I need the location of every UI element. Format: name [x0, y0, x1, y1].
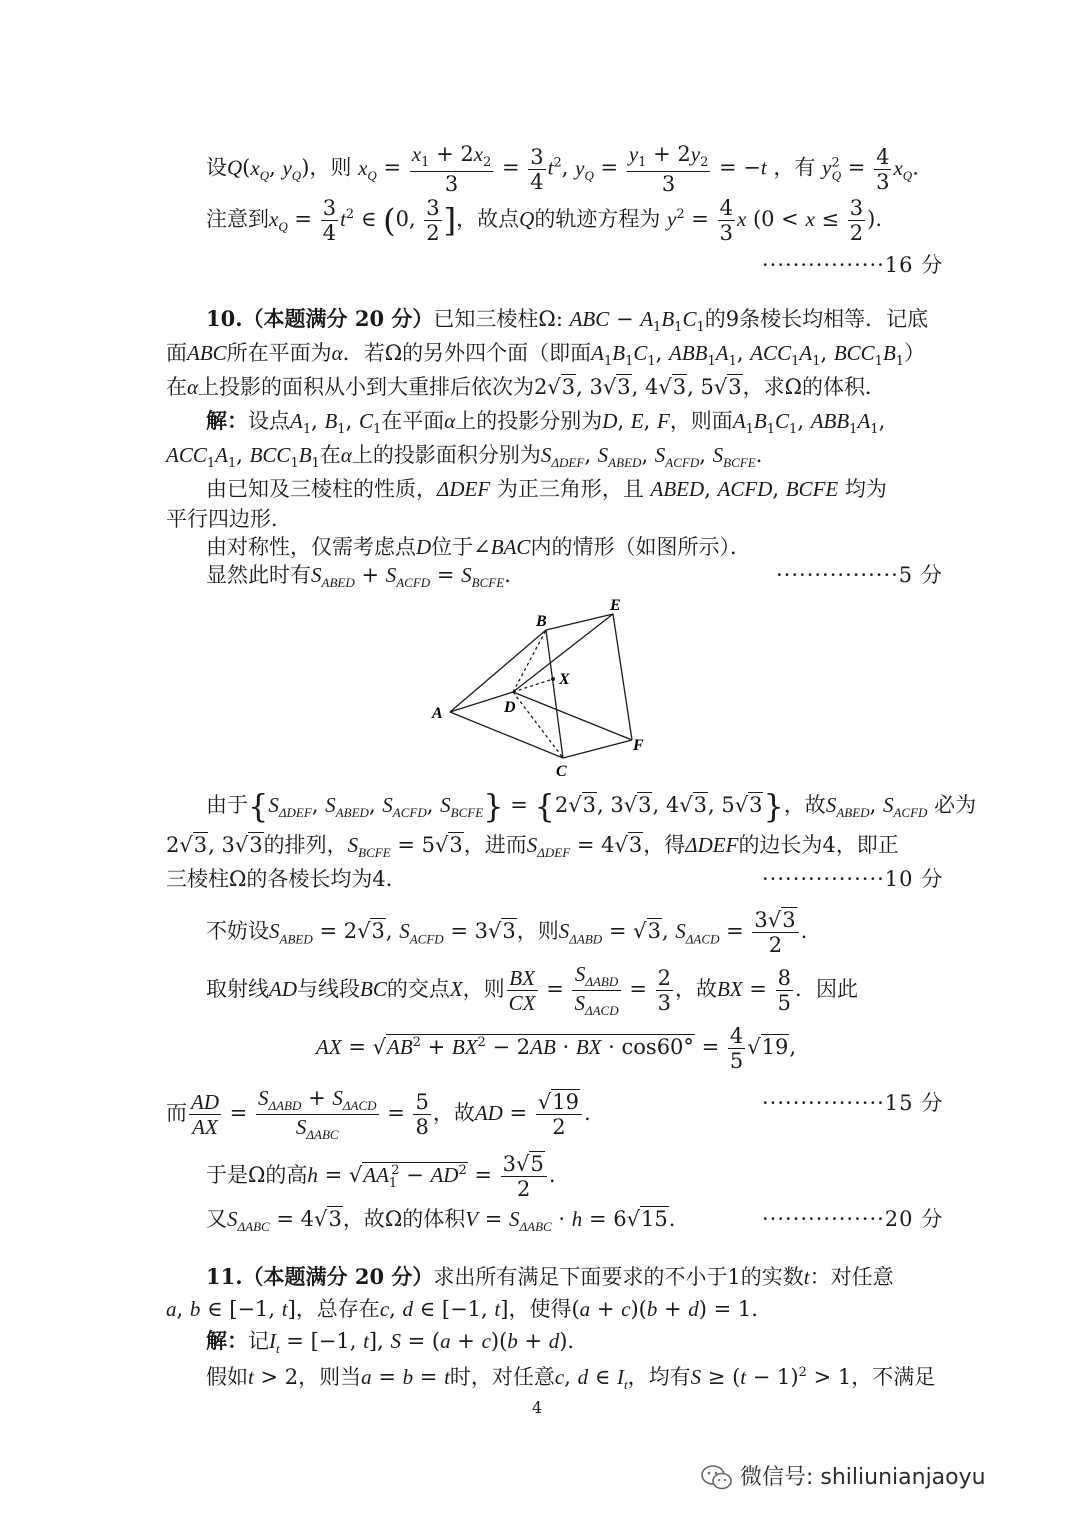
score-16: ················16 分: [762, 253, 944, 277]
problem-11-line1: 11.（本题满分 20 分）求出所有满足下面要求的不小于1的实数t：对任意: [206, 1264, 894, 1289]
label-x: X: [559, 671, 570, 688]
eq-q-coordinates: 设$Q(x_Q$, $y_Q$)，则 $x_Q$ = $\frac{x_1 + 2x_2}{3}$ = $\frac{3}{4}$ $t^2$, $y_Q$ = $\frac{y_1 + 2y_2}{3}$ = −t ，有 $y^2_Q$ = $\frac{4}{3}$ $x_Q$.: [206, 142, 919, 197]
solution-line13: 而 $\frac{AD}{AX}$ = $\frac{S_{\Delta ABD} + S_{\Delta ACD}}{S_{\Delta ABC}}$ = $\frac{5}{8}$ ，故AD = $\frac{√19}{2}$ .: [166, 1086, 591, 1143]
problem-11-solution-line2: 假如t > 2，则当a = b = t时，对任意c, d ∈ $I_t$，均有$S \ge (t - 1)^2 > 1$，不满足: [206, 1365, 936, 1393]
eq-q-locus: 注意到$x_Q$ = $\frac{3}{4}$ $t^2$ ∈ (0, $\frac{3}{2}$ ]，故点Q的轨迹方程为 $y^2$ = $\frac{4}{3}$ x (0 < x ≤ $\frac{3}{2}$ ).: [206, 196, 882, 246]
problem-10-line1: 10.（本题满分 20 分）已知三棱柱Ω: ABC − $A_1B_1C_1$的9条棱长均相等．记底: [206, 306, 929, 336]
edge-db-dashed: [513, 630, 546, 692]
edge-bc: [546, 630, 563, 758]
solution-line15: 又$S_{\Delta ABC} = 4√3$，故Ω的体积$V = S_{\Delta ABC} \cdot h = 6√15$.: [206, 1207, 676, 1235]
solution-line7: 由于{$S_{\Delta DEF}$, $S_{ABED}$, $S_{ACFD}$, $S_{BCFE}\} = \{2√3$, 3√3, 4√3, 5√3}，故$S_{ABED}$, $S_{ACFD}$ 必为: [206, 787, 977, 826]
solution-line11: 取射线AD与线段BC的交点X，则 $\frac{BX}{CX}$ = $\frac{S_{\Delta ABD}}{S_{\Delta ACD}}$ = $\frac{2}{3}$ ，故BX = $\frac{8}{5}$ ．因此: [206, 962, 858, 1019]
wechat-watermark: [700, 1460, 986, 1492]
solution-line5: 由对称性，仅需考虑点D位于∠BAC内的情形（如图所示）．: [206, 535, 751, 559]
watermark-text: 微信号: shiliunianjaoyu: [740, 1465, 986, 1490]
solution-line3: 由已知及三棱柱的性质，ΔDEF 为正三角形，且 ABED, ACFD, BCFE 均为: [206, 477, 887, 501]
problem-10-line3: 在α上投影的面积从小到大重排后依次为2√3, 3√3, 4√3, 5√3，求Ω的体积．: [166, 375, 887, 399]
problem-11-solution-line1: 解：记$I_t = [-1$, t], S = (a + c)(b + d).: [206, 1328, 575, 1357]
label-b: B: [536, 613, 547, 630]
eq-ax: AX = $√AB^2 + BX^2 - 2AB$ · BX · cos60° = $\frac{4}{5}$ √19,: [316, 1024, 797, 1074]
label-f: F: [633, 737, 644, 754]
label-a: A: [432, 705, 443, 722]
prism-projection-figure: [420, 592, 660, 782]
page-number: 4: [532, 1398, 543, 1417]
problem-11-line2: a, b ∈ [−1, t]，总存在c, d ∈ [−1, t]，使得(a + c)(b + d) = 1.: [166, 1297, 758, 1321]
label-c: C: [556, 763, 567, 780]
edge-df: [513, 692, 632, 740]
score-10: ················10 分: [762, 867, 944, 891]
solution-line8: 2√3, 3√3的排列，$S_{BCFE} = 5√3$，进而$S_{\Delta DEF} = 4√3$，得ΔDEF的边长为4，即正: [166, 833, 899, 861]
score-20: ················20 分: [762, 1207, 944, 1231]
wechat-icon: [700, 1464, 734, 1492]
score-15: ················15 分: [762, 1091, 944, 1115]
solution-line14: 于是Ω的高$h = √AA_1^2 - AD^2$ = $\frac{3√5}{2}$ .: [206, 1152, 556, 1202]
score-5: ················5 分: [776, 563, 943, 587]
solution-line2: $ACC_1A_1$, $BCC_1B_1$在α上的投影面积分别为$S_{\Delta DEF}$, $S_{ABED}$, $S_{ACFD}$, $S_{BCFE}$.: [166, 443, 763, 472]
label-d: D: [504, 699, 516, 716]
solution-line4: 平行四边形．: [166, 507, 292, 531]
label-e: E: [610, 597, 621, 614]
solution-line6: 显然此时有$S_{ABED} + S_{ACFD} = S_{BCFE}$.: [206, 563, 511, 591]
point-x: [551, 677, 555, 681]
solution-line1: 解：设点$A_1$, $B_1$, $C_1$在平面α上的投影分别为D, E, F，则面$A_1B_1C_1$, $ABB_1A_1$,: [206, 408, 886, 438]
solution-line9: 三棱柱Ω的各棱长均为4．: [166, 867, 407, 891]
edge-ef: [613, 614, 632, 740]
solution-line10: 不妨设$S_{ABED} = 2√3$, $S_{ACFD} = 3√3$，则$S_{\Delta ABD} = √3$, $S_{\Delta ACD}$ = $\frac{3√3}{2}$ .: [206, 908, 808, 958]
edge-cf: [563, 740, 632, 758]
problem-10-line2: 面ABC所在平面为α．若Ω的另外四个面（即面$A_1B_1C_1$, $ABB_1A_1$, $ACC_1A_1$, $BCC_1B_1$）: [166, 341, 926, 370]
